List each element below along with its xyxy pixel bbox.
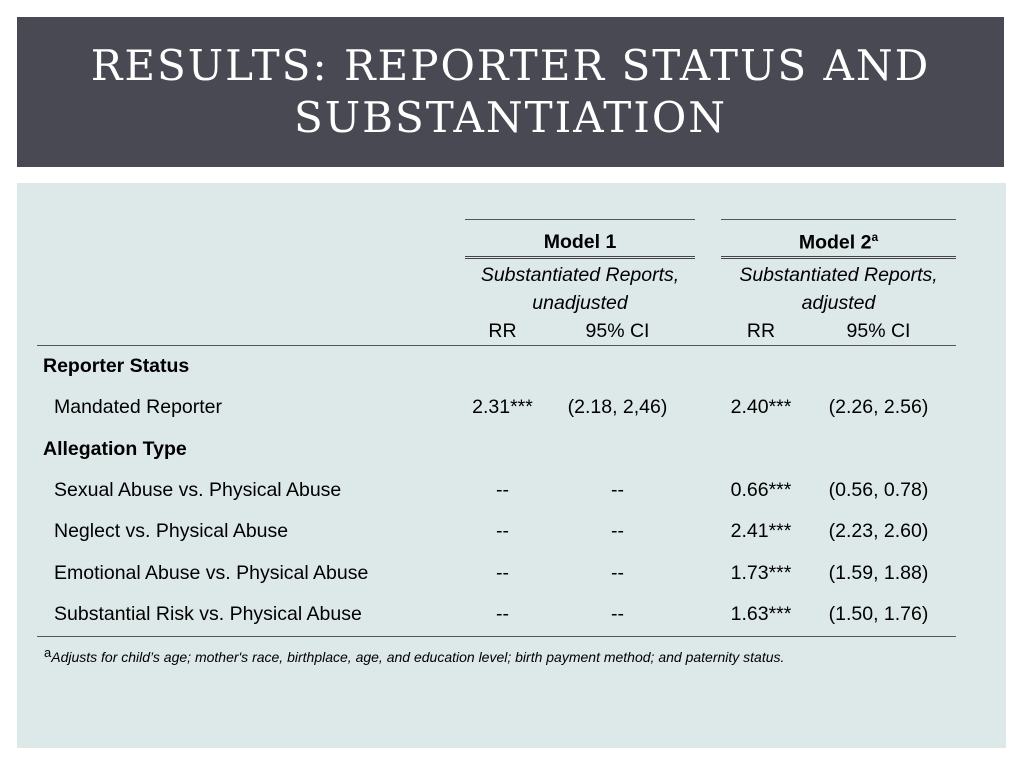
row-label: Emotional Abuse vs. Physical Abuse [54, 561, 369, 584]
ci-model1: -- [611, 520, 624, 543]
model1-header: Model 1 [465, 228, 695, 258]
ci-model2: (1.50, 1.76) [801, 594, 956, 636]
rr-model2: 2.41*** [730, 520, 792, 543]
section-heading-reporter-status: Reporter Status [43, 355, 190, 377]
model-header-row [37, 228, 956, 258]
model2-footnote-marker: a [871, 229, 879, 244]
section-heading-row [37, 429, 956, 470]
model2-subtitle-line1: Substantiated Reports, [739, 264, 938, 286]
ci-model2: (0.56, 0.78) [828, 478, 929, 501]
rr-model1: -- [496, 520, 509, 543]
ci-model2: (2.23, 2.60) [828, 520, 929, 543]
table-row [37, 511, 956, 553]
column-header-row [37, 317, 956, 346]
table-footnote [44, 645, 784, 665]
model2-label: Model 2 [798, 231, 872, 254]
col-rr-model1: RR [465, 317, 540, 346]
row-label: Substantial Risk vs. Physical Abuse [37, 594, 465, 636]
table-row [37, 387, 956, 429]
col-ci-model1: 95% CI [540, 317, 695, 346]
rr-model2: 1.73*** [730, 561, 792, 584]
title-bar [17, 17, 1004, 167]
rr-model1: -- [496, 478, 509, 501]
ci-model1: -- [611, 561, 624, 584]
rr-model2: 2.40*** [730, 396, 792, 419]
ci-model1: -- [540, 594, 695, 636]
results-table [37, 219, 956, 637]
rr-model1: 2.31*** [472, 396, 533, 419]
ci-model2: (2.26, 2.56) [828, 396, 929, 419]
footnote-text: Adjusts for child’s age; mother's race, birthplace, age, and education level; birth payment method; and paternity status. [51, 649, 785, 665]
model2-header [721, 228, 956, 258]
rr-model2: 0.66*** [730, 478, 792, 501]
footnote-marker: a [44, 645, 52, 660]
rr-model1: -- [465, 594, 540, 636]
table-row [37, 470, 956, 512]
model2-subtitle-line2: adjusted [801, 292, 876, 314]
ci-model1: -- [611, 478, 624, 501]
table-top-rule-row [37, 220, 956, 229]
rr-model1: -- [496, 561, 509, 584]
table-row [37, 553, 956, 595]
section-heading-allegation-type: Allegation Type [43, 437, 187, 460]
row-label: Mandated Reporter [54, 396, 223, 419]
table-row [37, 594, 956, 636]
ci-model2: (1.59, 1.88) [828, 561, 929, 584]
col-rr-model2: RR [721, 317, 801, 346]
col-ci-model2: 95% CI [801, 317, 956, 346]
section-heading-row [37, 346, 956, 388]
model1-subtitle-line2: unadjusted [532, 292, 628, 314]
model1-subtitle-line1: Substantiated Reports, [480, 264, 680, 286]
model-subtitle-row [37, 258, 956, 318]
model2-subtitle [721, 258, 956, 318]
row-label: Sexual Abuse vs. Physical Abuse [54, 478, 342, 501]
ci-model1: (2.18, 2,46) [567, 396, 668, 419]
slide-title: RESULTS: REPORTER STATUS AND SUBSTANTIATION [90, 41, 931, 142]
model1-subtitle [465, 258, 695, 318]
content-panel [17, 183, 1006, 748]
rr-model2: 1.63*** [721, 594, 801, 636]
row-label: Neglect vs. Physical Abuse [54, 520, 289, 543]
